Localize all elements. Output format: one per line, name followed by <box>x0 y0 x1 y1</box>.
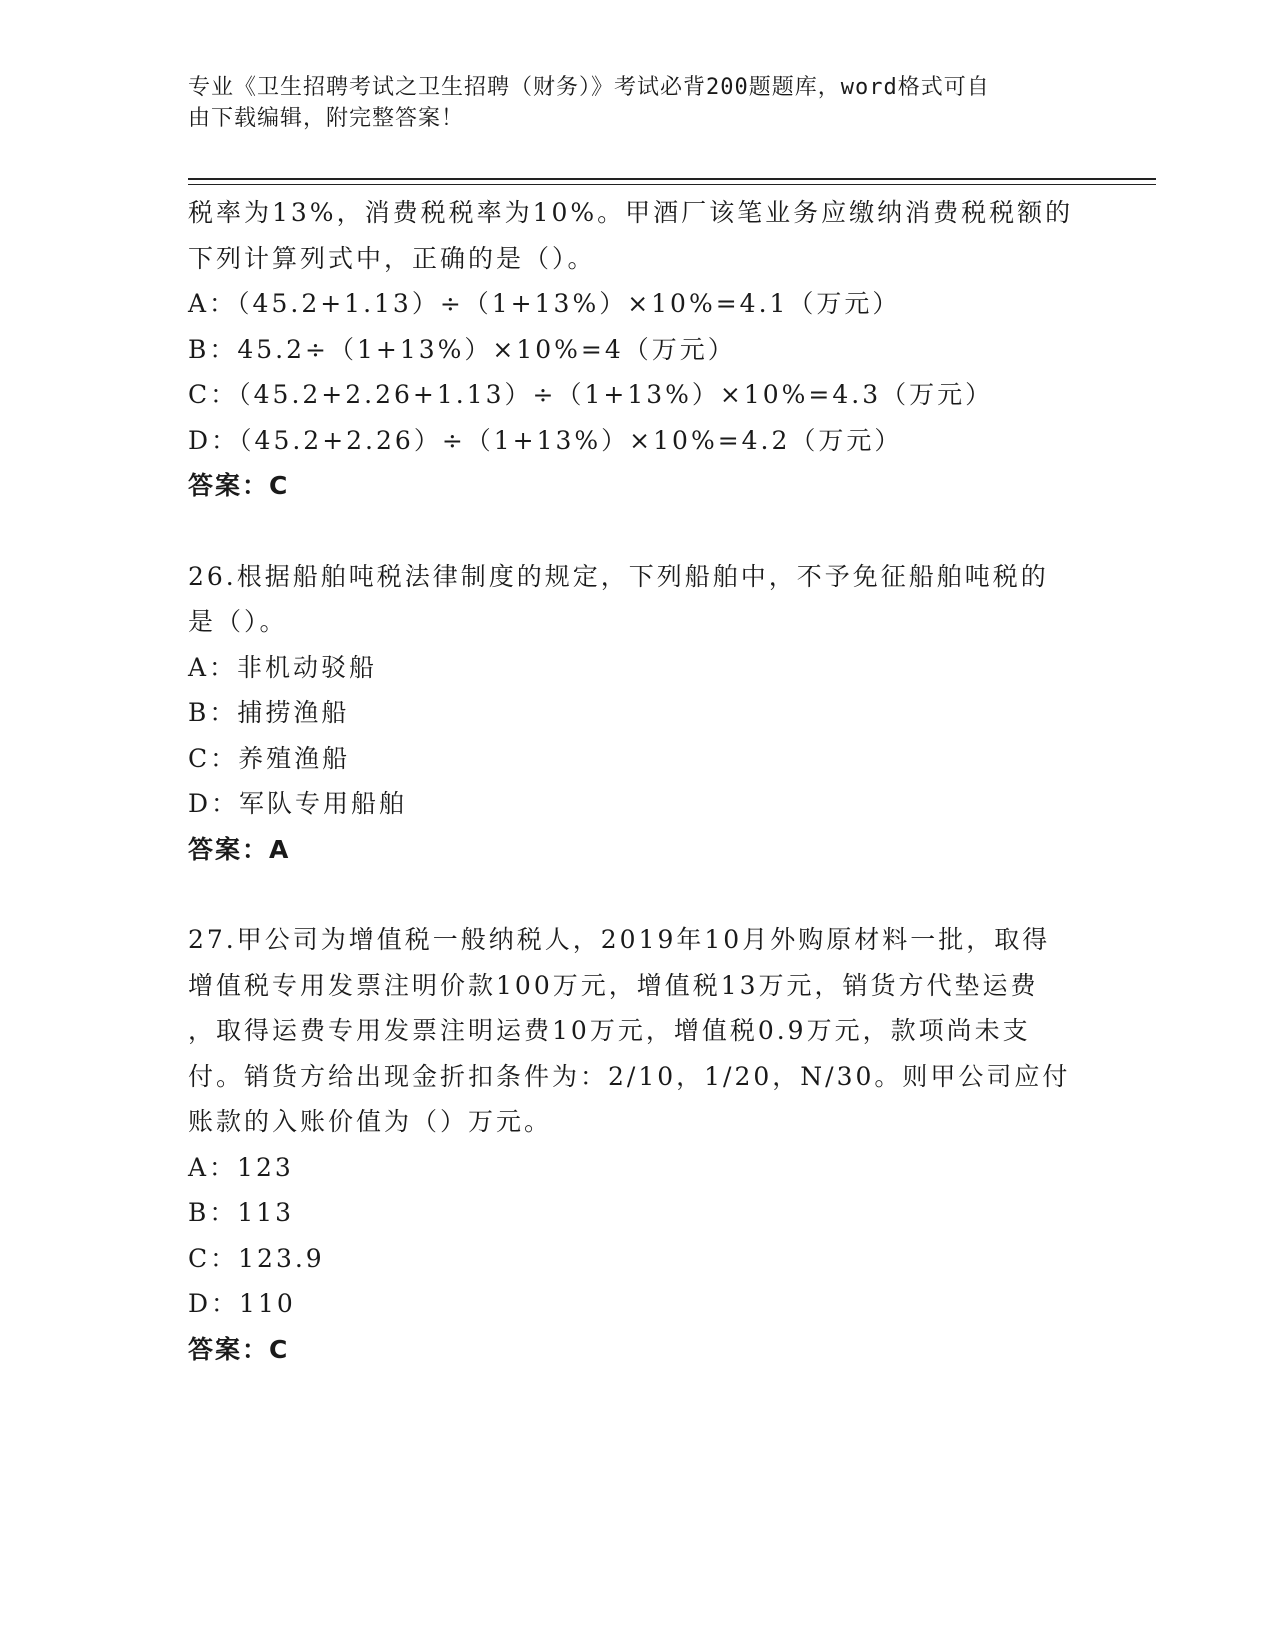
question-27 <box>188 917 1088 1372</box>
question-stem-line: 账款的入账价值为（）万元。 <box>188 1107 553 1136</box>
option-c: C：123.9 <box>188 1243 325 1273</box>
answer-line: 答案：C <box>188 1334 290 1364</box>
header-divider-thick <box>188 178 1156 180</box>
option-d: D：110 <box>188 1289 296 1318</box>
question-stem-line: 是（）。 <box>188 607 288 636</box>
question-26 <box>188 554 1088 873</box>
question-prev <box>188 190 1088 509</box>
question-stem-line: ，取得运费专用发票注明运费10万元，增值税0.9万元，款项尚未支 <box>188 1016 1031 1045</box>
option-c: C：（45.2+2.26+1.13）÷（1+13%）×10%=4.3（万元） <box>188 380 994 409</box>
option-b: B：113 <box>188 1198 295 1227</box>
option-a: A：非机动驳船 <box>188 652 378 682</box>
option-d: D：军队专用船舶 <box>188 789 408 818</box>
spacer <box>188 509 1088 554</box>
question-stem-line: 26.根据船舶吨税法律制度的规定，下列船舶中，不予免征船舶吨税的 <box>188 561 1049 591</box>
header-title-line-1: 专业《卫生招聘考试之卫生招聘（财务）》考试必背200题题库，word格式可自 <box>188 75 990 100</box>
option-a: A：（45.2+1.13）÷（1+13%）×10%=4.1（万元） <box>188 289 901 318</box>
option-d: D：（45.2+2.26）÷（1+13%）×10%=4.2（万元） <box>188 425 903 455</box>
question-stem-line: 税率为13%，消费税税率为10%。甲酒厂该笔业务应缴纳消费税税额的 <box>188 198 1074 227</box>
option-b: B：捕捞渔船 <box>188 698 350 727</box>
question-stem-line: 27.甲公司为增值税一般纳税人，2019年10月外购原材料一批，取得 <box>188 925 1051 954</box>
question-stem-line: 下列计算列式中，正确的是（）。 <box>188 243 596 273</box>
document-header <box>188 72 1068 134</box>
answer-line: 答案：C <box>188 471 290 500</box>
option-a: A：123 <box>188 1152 294 1182</box>
question-stem-line: 付。销货方给出现金折扣条件为：2/10，1/20，N/30。则甲公司应付 <box>188 1061 1071 1091</box>
question-stem-line: 增值税专用发票注明价款100万元，增值税13万元，销货方代垫运费 <box>188 970 1039 1000</box>
option-b: B：45.2÷（1+13%）×10%=4（万元） <box>188 334 736 364</box>
spacer <box>188 872 1088 917</box>
header-title-line-2: 由下载编辑，附完整答案！ <box>188 106 465 131</box>
answer-line: 答案：A <box>188 834 291 864</box>
header-divider-thin <box>188 184 1156 185</box>
document-body <box>188 190 1088 1372</box>
option-c: C：养殖渔船 <box>188 743 351 773</box>
